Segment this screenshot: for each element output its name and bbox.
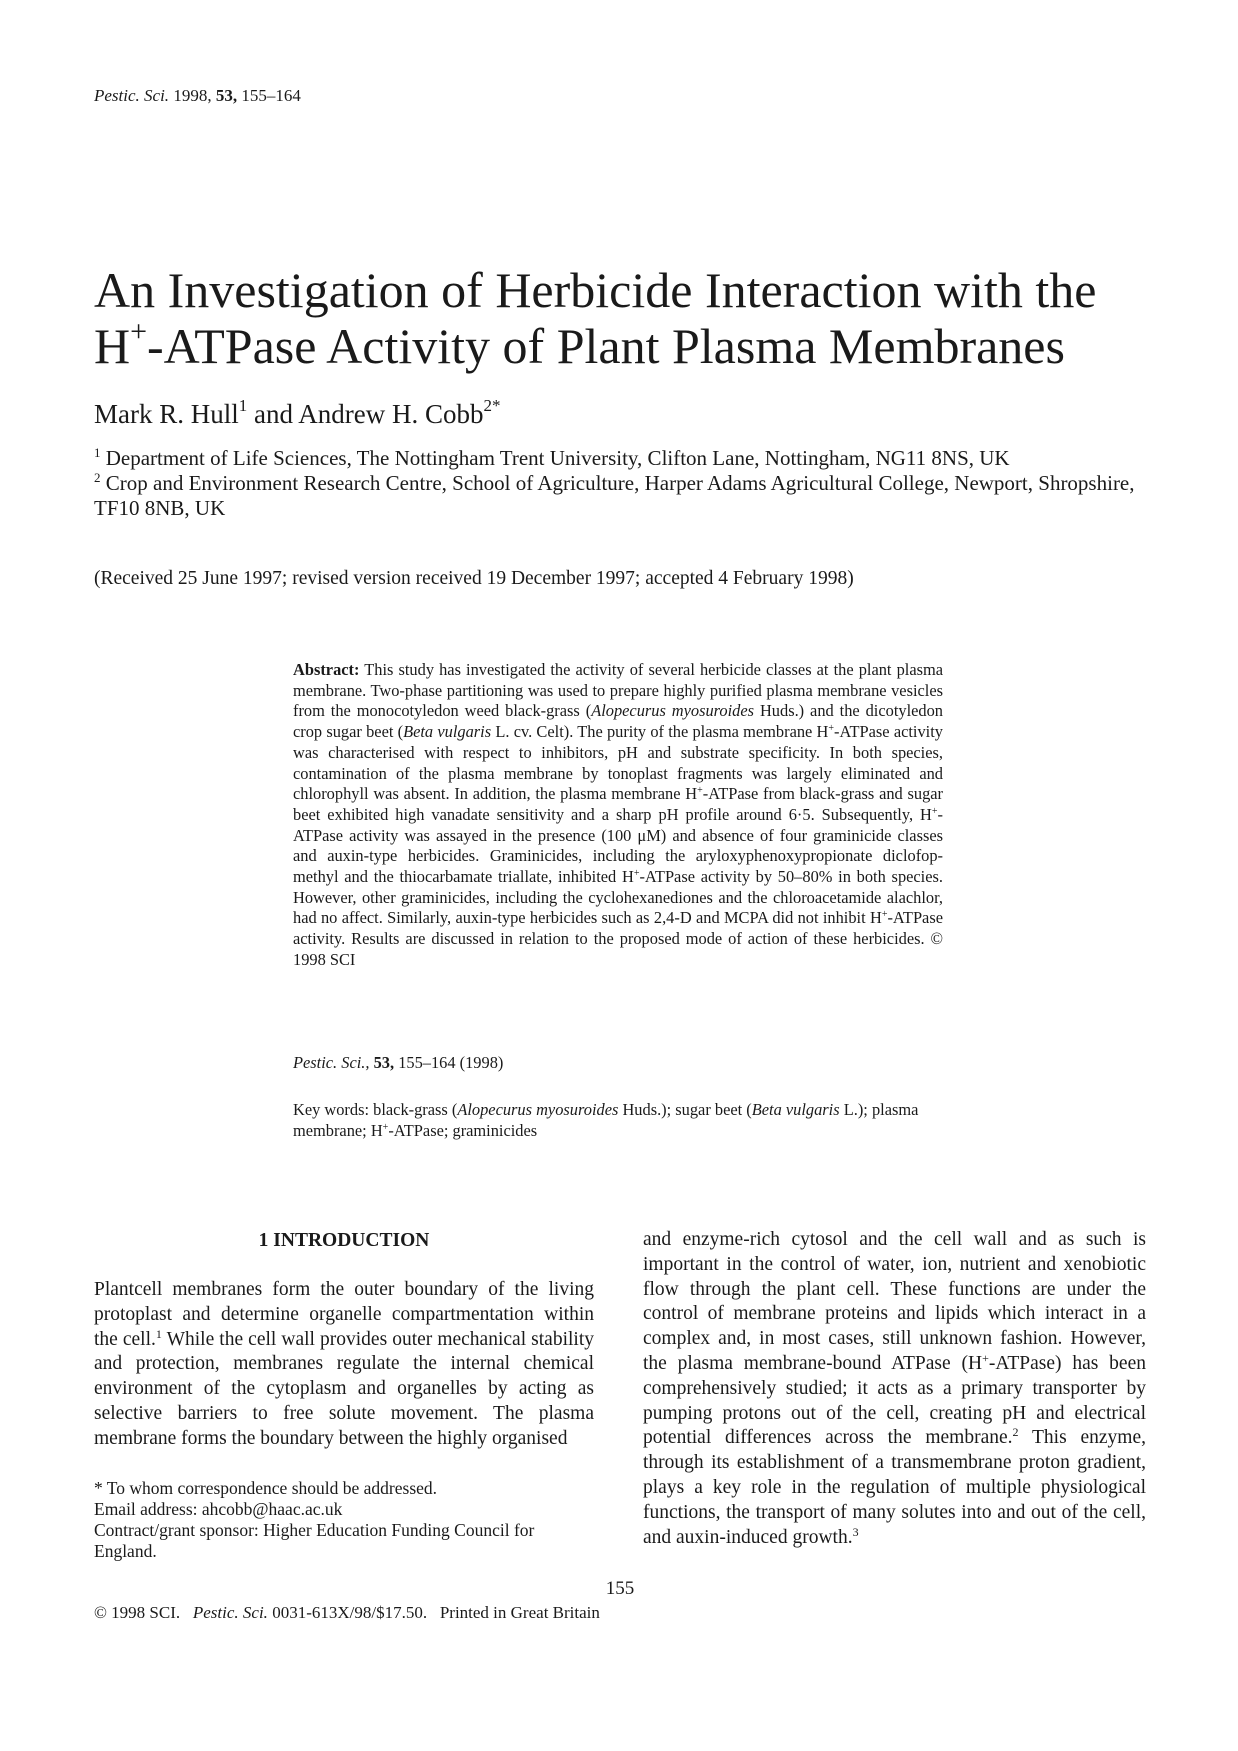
header-pages: 155–164	[241, 86, 301, 105]
author-1: Mark R. Hull	[94, 399, 239, 429]
keywords-label: Key words:	[293, 1100, 370, 1119]
intro-text: and enzyme-rich cytosol and the cell wall and as such is important in the control of water, ion, nutrient and xenobiotic flow through the plant cell. These functions are under the control of membrane proteins and lipids which interact in a complex and, in most cases, still unknown fashion. However, the plasma membrane-bound ATPase (H	[643, 1229, 1146, 1374]
abstract-text: -ATPase activity was assayed in the presence (100 μM) and absence of four graminicide classes and auxin-type herbicides. Graminicides, including the aryloxyphenoxypropionate diclofop-methyl and the thiocarbamate triallate, inhibited H	[293, 804, 943, 887]
affiliations	[94, 446, 1154, 521]
author-list	[94, 397, 500, 431]
superscript-plus: +	[931, 805, 938, 817]
intro-text: While the cell wall provides outer mechanical stability and protection, membranes regulate the internal chemical environment of the cytoplasm and organelles by acting as selective barriers to free solute movement. The plasma membrane forms the boundary between the highly organised	[94, 1328, 594, 1449]
intro-text: Plantcell membranes form the outer boundary of the living protoplast and determine organelle compartmentation within the cell.	[94, 1279, 594, 1350]
intro-text: -ATPase) has been comprehensively studied; it acts as a primary transporter by pumping protons out of the cell, creating pH and electrical potential differences across the membrane.	[643, 1352, 1146, 1449]
intro-right-column	[643, 1228, 1146, 1550]
superscript-plus: +	[382, 1122, 389, 1133]
abstract	[293, 660, 943, 971]
abstract-label: Abstract:	[293, 660, 360, 679]
affiliation-1	[94, 446, 1154, 471]
title-plus: +	[130, 315, 148, 348]
affiliation-2-text: Crop and Environment Research Centre, School of Agriculture, Harper Adams Agricultural College, Newport, Shropshire, TF10 8NB, UK	[94, 471, 1135, 520]
keywords	[293, 1099, 943, 1141]
abstract-text: This study has investigated the activity of several herbicide classes at the plant plasma membrane. Two-phase partitioning was used to prepare highly purified plasma membrane vesicles from the monocotyledon weed black-grass (	[293, 660, 944, 721]
reference-marker: 3	[852, 1524, 859, 1539]
header-year: 1998,	[173, 86, 212, 105]
footnote-email: Email address: ahcobb@haac.ac.uk	[94, 1499, 343, 1519]
abstract-text: -ATPase from black-grass and sugar beet exhibited high vanadate sensitivity and a sharp pH profile around 6·5. Subsequently, H	[293, 784, 943, 824]
footnotes	[94, 1478, 594, 1562]
reference-marker: 1	[155, 1326, 162, 1341]
citation-journal: Pestic. Sci.,	[293, 1053, 370, 1072]
title-line-1: An Investigation of Herbicide Interaction with the	[94, 262, 1097, 318]
intro-paragraph	[94, 1278, 594, 1452]
abstract-text: L. cv. Celt). The purity of the plasma membrane H	[495, 722, 829, 742]
page-footer	[94, 1603, 600, 1623]
article-title	[94, 262, 1154, 374]
superscript-plus: +	[633, 868, 640, 880]
intro-left-column	[94, 1278, 594, 1452]
abstract-text: Huds.) and the dicotyledon crop sugar beet (	[293, 701, 943, 742]
keywords-species: Beta vulgaris	[751, 1100, 840, 1119]
abstract-species: Beta vulgaris	[403, 722, 492, 742]
author-2-affil: 2*	[483, 396, 501, 415]
superscript-plus: +	[982, 1350, 989, 1365]
footer-journal: Pestic. Sci.	[192, 1603, 268, 1622]
superscript-plus: +	[881, 909, 888, 921]
superscript-plus: +	[697, 785, 703, 797]
title-line-2	[94, 315, 1154, 374]
intro-text: This enzyme, through its establishment of a transmembrane proton gradient, plays a key role in the regulation of multiple physiological functions, the transport of many solutes into and out of the cell, and auxin-induced growth.	[643, 1427, 1146, 1548]
abstract-species: Alopecurus myosuroides	[591, 701, 755, 721]
keywords-text: black-grass (	[373, 1100, 458, 1119]
page-number: 155	[605, 1578, 635, 1599]
affiliation-2-number: 2	[94, 470, 101, 485]
abstract-text: -ATPase activity. Results are discussed in relation to the proposed mode of action of these herbicides. © 1998 SCI	[293, 908, 943, 969]
header-volume: 53,	[215, 86, 238, 105]
footnote-correspondence: * To whom correspondence should be addressed.	[94, 1478, 438, 1498]
author-2: Andrew H. Cobb	[298, 399, 484, 429]
title-h: H	[94, 318, 131, 374]
keywords-text: -ATPase; graminicides	[388, 1121, 538, 1140]
section-heading-introduction: 1 INTRODUCTION	[258, 1230, 430, 1251]
author-joiner: and	[254, 399, 293, 429]
keywords-text: Huds.); sugar beet (	[622, 1100, 752, 1119]
footer-printed: Printed in Great Britain	[439, 1603, 600, 1622]
keywords-species: Alopecurus myosuroides	[457, 1100, 619, 1119]
author-1-affil: 1	[238, 396, 248, 415]
affiliation-1-number: 1	[94, 445, 101, 460]
citation-line	[293, 1053, 503, 1073]
header-journal: Pestic. Sci.	[94, 86, 170, 105]
citation-volume: 53,	[373, 1053, 395, 1072]
footnote-grant: Contract/grant sponsor: Higher Education Funding Council for England.	[94, 1520, 535, 1561]
abstract-text: -ATPase activity was characterised with respect to inhibitors, pH and substrate specificity. In both species, contamination of the plasma membrane by tonoplast fragments was largely eliminated and chlorophyll was absent. In addition, the plasma membrane H	[293, 722, 943, 804]
footer-copyright: © 1998 SCI.	[94, 1603, 181, 1622]
keywords-text: L.); plasma membrane; H	[293, 1100, 919, 1140]
received-dates: (Received 25 June 1997; revised version received 19 December 1997; accepted 4 February 1998)	[94, 568, 854, 589]
intro-paragraph	[643, 1228, 1146, 1550]
running-header	[94, 86, 301, 106]
title-rest: -ATPase Activity of Plant Plasma Membranes	[147, 318, 1065, 374]
footer-issn: 0031-613X/98/$17.50.	[272, 1603, 428, 1622]
affiliation-1-text: Department of Life Sciences, The Nottingham Trent University, Clifton Lane, Nottingham, NG11 8NS, UK	[105, 446, 1010, 470]
affiliation-2	[94, 471, 1154, 521]
reference-marker: 2	[1012, 1425, 1019, 1440]
superscript-plus: +	[828, 723, 835, 735]
abstract-text: -ATPase activity by 50–80% in both species. However, other graminicides, including the cyclohexanediones and the chloroacetamide alachlor, had no affect. Similarly, auxin-type herbicides such as 2,4-D and MCPA did not inhibit H	[293, 867, 943, 928]
citation-rest: 155–164 (1998)	[398, 1053, 504, 1072]
